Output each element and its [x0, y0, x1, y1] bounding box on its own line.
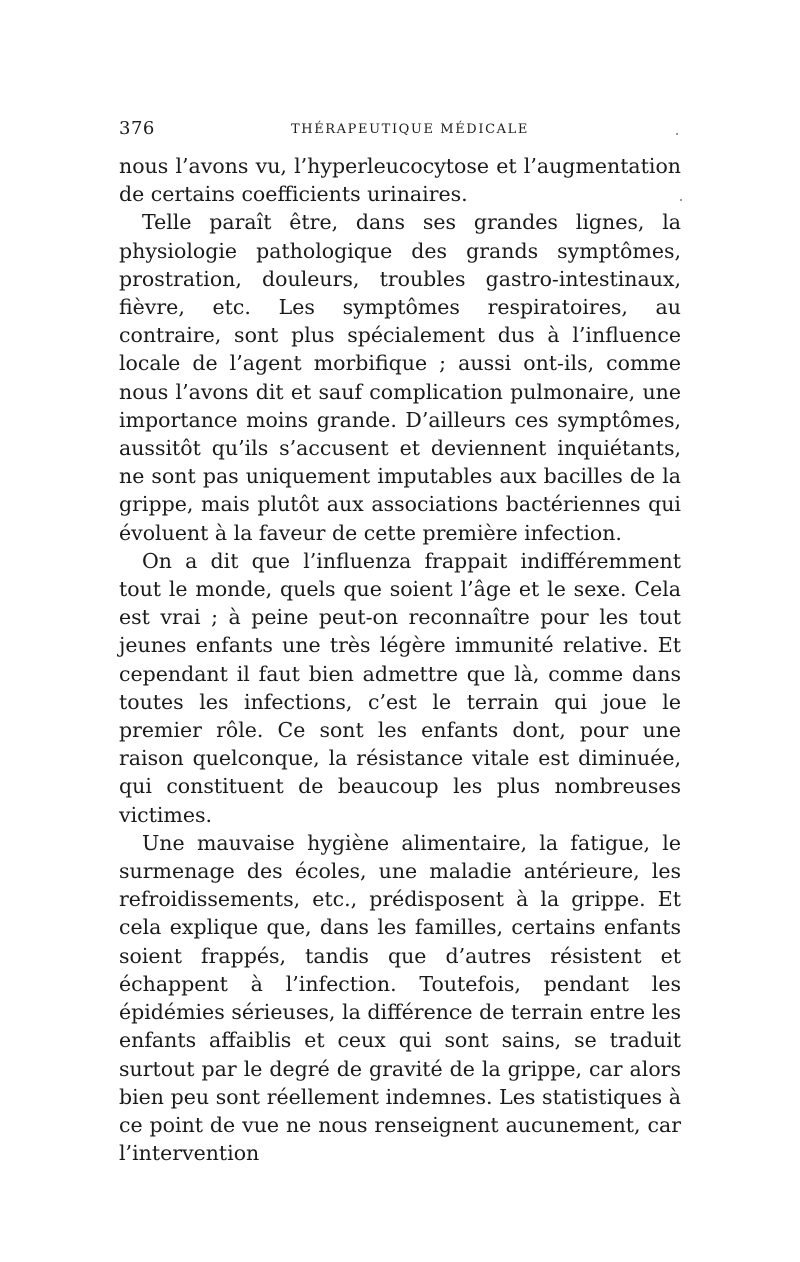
- paragraph: Une mauvaise hygiène alimentaire, la fatigue, le surmenage des écoles, une maladie antérieure, les refroidissements, etc., prédisposent à la grippe. Et cela explique que, dans les familles, certains enfants soient frappés, tandis que d’autres résistent et échappent à l’infection. Toutefois, pendant les épidémies sérieuses, la différence de terrain entre les enfants affaiblis et ceux qui sont sains, se traduit surtout par le degré de gravité de la grippe, car alors bien peu sont réellement indemnes. Les statistiques à ce point de vue ne nous renseignent aucunement, car l’intervention: [119, 830, 681, 1166]
- paragraph-continuation: nous l’avons vu, l’hyperleucocytose et l’augmentation de certains coefficients urinaires.: [119, 154, 681, 207]
- page-header: [119, 118, 681, 140]
- paper-speck: [676, 133, 678, 135]
- running-head: THÉRAPEUTIQUE MÉDICALE: [291, 122, 529, 137]
- body-text: [119, 152, 681, 1167]
- paragraph: Telle paraît être, dans ses grandes lignes, la physiologie pathologique des grands symptômes, prostration, douleurs, troubles gastro-intestinaux, fièvre, etc. Les symptômes respiratoires, au contraire, sont plus spécialement dus à l’influence locale de l’agent morbifique ; aussi ont-ils, comme nous l’avons dit et sauf complication pulmonaire, une importance moins grande. D’ailleurs ces symptômes, aussitôt qu’ils s’accusent et deviennent inquiétants, ne sont pas uniquement imputables aux bacilles de la grippe, mais plutôt aux associations bactériennes qui évoluent à la faveur de cette première infection.: [119, 210, 681, 545]
- paragraph: On a dit que l’influenza frappait indifféremment tout le monde, quels que soient l’âge et le sexe. Cela est vrai ; à peine peut-on reconnaître pour les tout jeunes enfants une très légère immunité relative. Et cependant il faut bien admettre que là, comme dans toutes les infections, c’est le terrain qui joue le premier rôle. Ce sont les enfants dont, pour une raison quelconque, la résistance vitale est diminuée, qui constituent de beaucoup les plus nombreuses victimes.: [119, 548, 681, 827]
- paper-speck: [680, 199, 682, 201]
- page-number: 376: [119, 118, 155, 139]
